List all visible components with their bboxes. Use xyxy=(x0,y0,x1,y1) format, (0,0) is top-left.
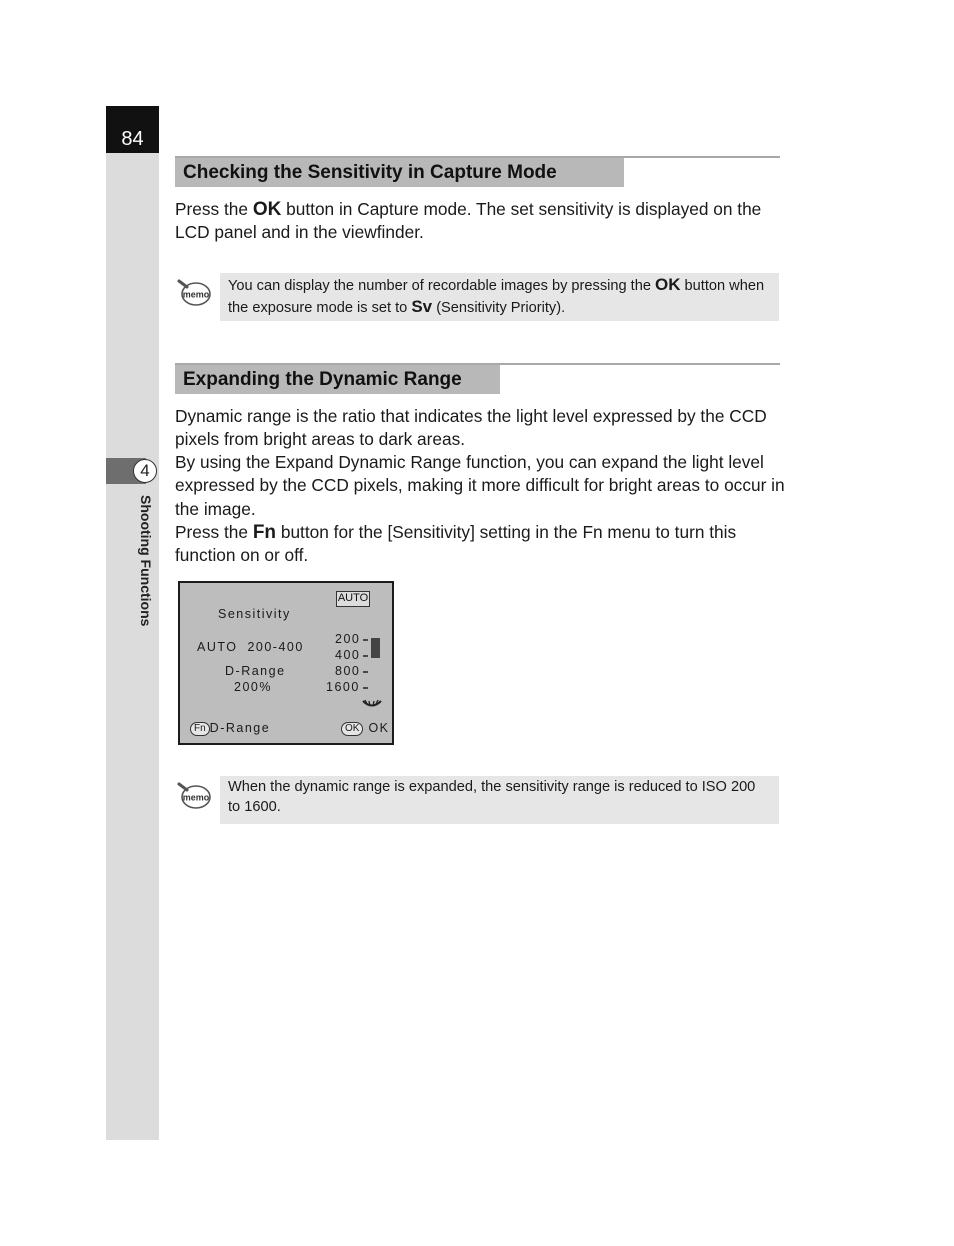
chapter-number: 4 xyxy=(133,459,157,483)
scale-tick-label: 200 xyxy=(335,632,361,646)
scale-tick-label: 800 xyxy=(335,664,361,678)
sensitivity-paragraph: Press the OK button in Capture mode. The set sensitivity is displayed on the LCD panel and in the viewfinder. xyxy=(175,199,762,243)
auto-badge: AUTO xyxy=(336,591,370,607)
drange-value: 200% xyxy=(234,680,272,694)
sv-mode-icon: Sv xyxy=(411,296,433,316)
scale-tick-label: 400 xyxy=(335,648,361,662)
page-number: 84 xyxy=(106,106,159,153)
auto-range: AUTO 200-400 xyxy=(197,640,304,654)
fn-key-icon: Fn xyxy=(252,522,277,543)
memo-note-recordable: You can display the number of recordable images by pressing the OK button when the exposure mode is set to Sv (Sensitivity Priority). xyxy=(220,273,779,321)
ok-key-icon: OK xyxy=(655,275,681,294)
ok-hint: OK OK xyxy=(341,721,390,736)
dynamic-range-paragraph-2: By using the Expand Dynamic Range function, you can expand the light level expressed by the CCD pixels, making it more difficult for bright areas to occur in the image. xyxy=(175,452,785,519)
svg-text:memo: memo xyxy=(182,289,210,300)
lcd-screen-illustration xyxy=(178,581,394,745)
memo-note-dynamic-range: When the dynamic range is expanded, the sensitivity range is reduced to ISO 200 to 1600. xyxy=(220,776,779,824)
sensitivity-label: Sensitivity xyxy=(218,607,291,621)
drange-label: D-Range xyxy=(225,664,286,678)
fn-hint: Fn D-Range xyxy=(190,721,270,736)
memo-icon xyxy=(177,781,211,811)
selected-range-bar xyxy=(371,638,380,658)
scale-tick-label: 1600 xyxy=(326,680,360,694)
ok-button-icon: OK xyxy=(341,722,363,736)
chapter-title: Shooting Functions xyxy=(138,495,154,627)
ok-key-icon: OK xyxy=(252,199,282,220)
dial-icon xyxy=(361,698,383,710)
fn-button-icon: Fn xyxy=(190,722,210,736)
memo-icon xyxy=(177,278,211,308)
dynamic-range-paragraph-3: Press the Fn button for the [Sensitivity] setting in the Fn menu to turn this function on or off. xyxy=(175,522,737,566)
dynamic-range-paragraph-1: Dynamic range is the ratio that indicates the light level expressed by the CCD pixels from bright areas to dark areas. xyxy=(175,406,767,450)
svg-text:memo: memo xyxy=(182,792,210,803)
